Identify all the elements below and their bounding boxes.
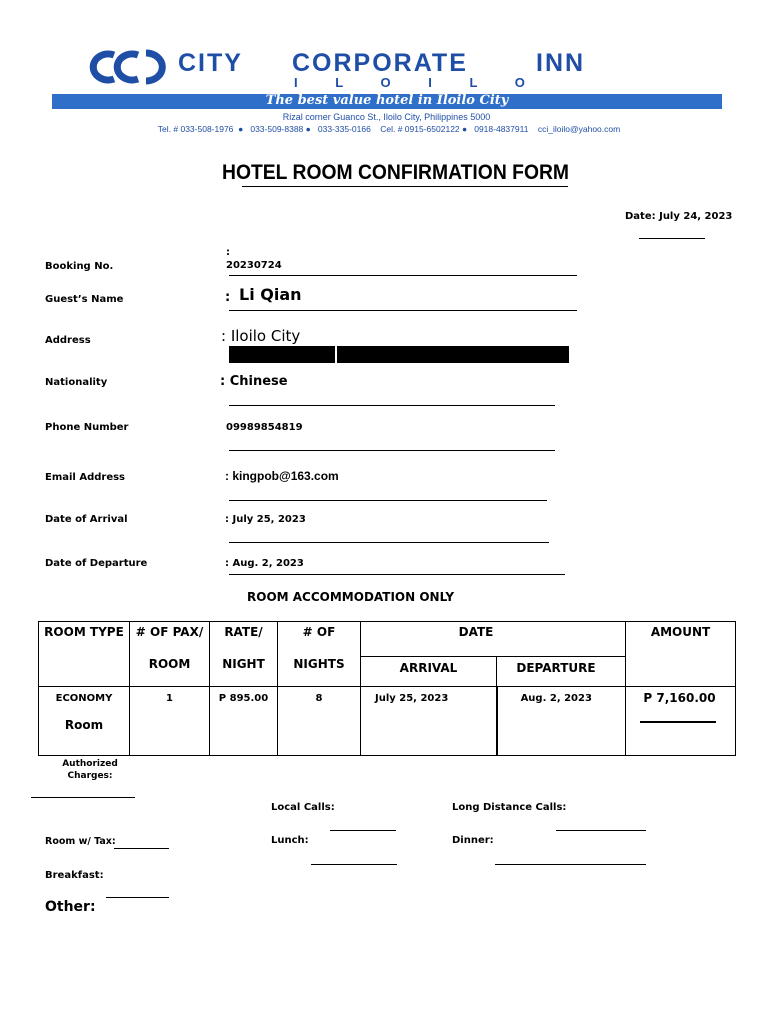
- header-arrival: ARRIVAL: [361, 657, 497, 687]
- logo-word-inn: INN: [536, 49, 586, 77]
- breakfast-underline: [106, 897, 169, 898]
- amount-underline: [640, 721, 716, 723]
- email-label: Email Address: [45, 472, 126, 483]
- room-tax-underline: [114, 848, 169, 849]
- header-date: DATE: [361, 622, 626, 657]
- date-underline: [639, 238, 705, 239]
- dinner-label: Dinner:: [452, 835, 494, 846]
- long-distance-label: Long Distance Calls:: [452, 802, 567, 813]
- logo-city-name: I L O I L O: [294, 75, 542, 90]
- form-date: Date: July 24, 2023: [625, 211, 733, 222]
- nationality-value[interactable]: : Chinese: [220, 374, 288, 389]
- section-title: ROOM ACCOMMODATION ONLY: [247, 590, 455, 604]
- hotel-address: Rizal corner Guanco St., Iloilo City, Philippines 5000: [282, 112, 491, 122]
- header-amount: AMOUNT: [626, 622, 736, 687]
- departure-label: Date of Departure: [45, 558, 148, 569]
- email-underline: [229, 500, 547, 501]
- guest-name-colon: :: [225, 290, 231, 305]
- cell-arrival: July 25, 2023: [361, 687, 497, 756]
- arrival-label: Date of Arrival: [45, 514, 128, 525]
- local-calls-label: Local Calls:: [271, 802, 335, 813]
- guest-name-underline: [229, 310, 577, 311]
- logo-word-corporate: CORPORATE: [292, 49, 468, 77]
- header-pax: # OF PAX/ ROOM: [130, 622, 210, 687]
- other-label: Other:: [45, 899, 96, 915]
- nationality-underline: [229, 405, 555, 406]
- header-departure: DEPARTURE: [497, 657, 626, 687]
- header-nights: # OF NIGHTS: [278, 622, 361, 687]
- logo-word-city: CITY: [178, 49, 243, 77]
- hotel-logo-icon: [88, 48, 168, 86]
- phone-underline: [229, 450, 555, 451]
- departure-value[interactable]: : Aug. 2, 2023: [225, 558, 304, 569]
- booking-colon: :: [226, 247, 230, 258]
- room-tax-label: Room w/ Tax:: [45, 836, 116, 847]
- cell-nights: 8: [278, 687, 361, 756]
- cell-amount: P 7,160.00: [626, 687, 736, 756]
- authorized-charges-label: Authorized Charges:: [62, 759, 118, 781]
- redaction-bar: [229, 346, 335, 363]
- header-rate: RATE/ NIGHT: [210, 622, 278, 687]
- departure-underline: [229, 574, 565, 575]
- arrival-value[interactable]: : July 25, 2023: [225, 514, 306, 525]
- tagline: The best value hotel in Iloilo City: [265, 93, 509, 108]
- authorized-underline: [31, 797, 135, 798]
- form-title: HOTEL ROOM CONFIRMATION FORM: [222, 161, 570, 184]
- title-underline: [242, 186, 568, 187]
- nationality-label: Nationality: [45, 377, 108, 388]
- address-value[interactable]: : Iloilo City: [221, 327, 301, 345]
- cell-room-type: ECONOMY Room: [39, 687, 130, 756]
- email-value[interactable]: : kingpob@163.com: [225, 469, 339, 483]
- long-distance-underline: [556, 830, 646, 831]
- guest-name-value[interactable]: Li Qian: [239, 285, 302, 304]
- cell-pax: 1: [130, 687, 210, 756]
- room-table: [38, 621, 736, 756]
- lunch-underline: [311, 864, 397, 865]
- booking-label: Booking No.: [45, 261, 114, 272]
- table-row: [39, 687, 736, 756]
- cell-departure: Aug. 2, 2023: [497, 687, 626, 756]
- cell-rate: P 895.00: [210, 687, 278, 756]
- local-calls-underline: [330, 830, 396, 831]
- phone-label: Phone Number: [45, 422, 129, 433]
- arrival-underline: [229, 542, 549, 543]
- breakfast-label: Breakfast:: [45, 870, 104, 881]
- phone-value[interactable]: 09989854819: [226, 422, 303, 433]
- booking-number[interactable]: 20230724: [226, 260, 282, 271]
- header-room-type: ROOM TYPE: [39, 622, 130, 687]
- hotel-contacts: Tel. # 033-508-1976 ● 033-509-8388 ● 033-335-0166 Cel. # 0915-6502122 ● 0918-4837911 cci_iloilo@yahoo.com: [157, 124, 621, 134]
- redaction-bar: [337, 346, 569, 363]
- guest-name-label: Guest’s Name: [45, 294, 124, 305]
- lunch-label: Lunch:: [271, 835, 309, 846]
- dinner-underline: [495, 864, 646, 865]
- tagline-banner: [52, 94, 722, 109]
- booking-underline: [229, 275, 577, 276]
- address-label: Address: [45, 335, 91, 346]
